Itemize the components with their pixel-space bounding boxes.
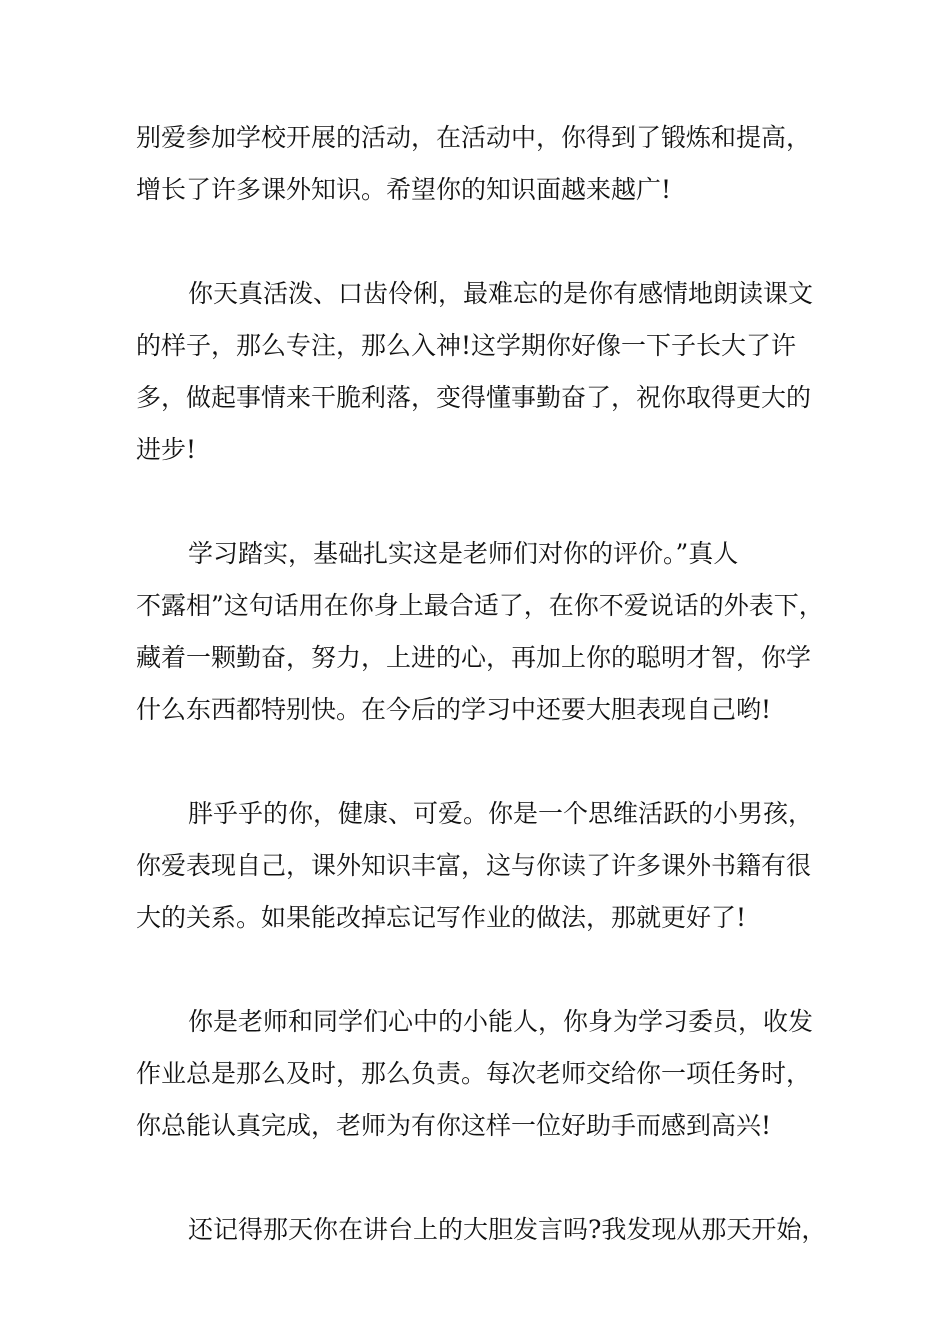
paragraph-2-line-1: 你天真活泼、口齿伶俐，最难忘的是你有感情地朗读课文 bbox=[188, 279, 814, 308]
paragraph-3-line-1: 学习踏实，基础扎实这是老师们对你的评价。”真人 bbox=[188, 539, 739, 568]
paragraph-3-line-2: 不露相”这句话用在你身上最合适了，在你不爱说话的外表下， bbox=[136, 591, 824, 620]
paragraph-2 bbox=[136, 268, 836, 476]
paragraph-5-line-2: 作业总是那么及时，那么负责。每次老师交给你一项任务时， bbox=[136, 1059, 812, 1088]
paragraph-1-line-2: 增长了许多课外知识。希望你的知识面越来越广! bbox=[136, 175, 672, 204]
paragraph-3-line-3: 藏着一颗勤奋，努力，上进的心，再加上你的聪明才智，你学 bbox=[136, 643, 812, 672]
paragraph-1-line-1: 别爱参加学校开展的活动，在活动中，你得到了锻炼和提高， bbox=[136, 123, 812, 152]
paragraph-2-line-2: 的样子，那么专注，那么入神!这学期你好像一下子长大了许 bbox=[136, 331, 797, 360]
document-body bbox=[136, 112, 836, 1308]
paragraph-1 bbox=[136, 112, 836, 216]
paragraph-2-line-4: 进步! bbox=[136, 435, 197, 464]
paragraph-5-line-1: 你是老师和同学们心中的小能人，你身为学习委员，收发 bbox=[188, 1007, 814, 1036]
paragraph-5 bbox=[136, 996, 836, 1152]
paragraph-5-line-3: 你总能认真完成，老师为有你这样一位好助手而感到高兴! bbox=[136, 1111, 772, 1140]
paragraph-6-line-1: 还记得那天你在讲台上的大胆发言吗?我发现从那天开始， bbox=[188, 1215, 827, 1244]
paragraph-3 bbox=[136, 528, 836, 736]
paragraph-4-line-3: 大的关系。如果能改掉忘记写作业的做法，那就更好了! bbox=[136, 903, 747, 932]
paragraph-2-line-3: 多，做起事情来干脆利落，变得懂事勤奋了，祝你取得更大的 bbox=[136, 383, 812, 412]
paragraph-4-line-1: 胖乎乎的你，健康、可爱。你是一个思维活跃的小男孩， bbox=[188, 799, 814, 828]
paragraph-4-line-2: 你爱表现自己，课外知识丰富，这与你读了许多课外书籍有很 bbox=[136, 851, 812, 880]
paragraph-3-line-4: 什么东西都特别快。在今后的学习中还要大胆表现自己哟! bbox=[136, 695, 772, 724]
paragraph-6 bbox=[136, 1204, 836, 1256]
paragraph-4 bbox=[136, 788, 836, 944]
